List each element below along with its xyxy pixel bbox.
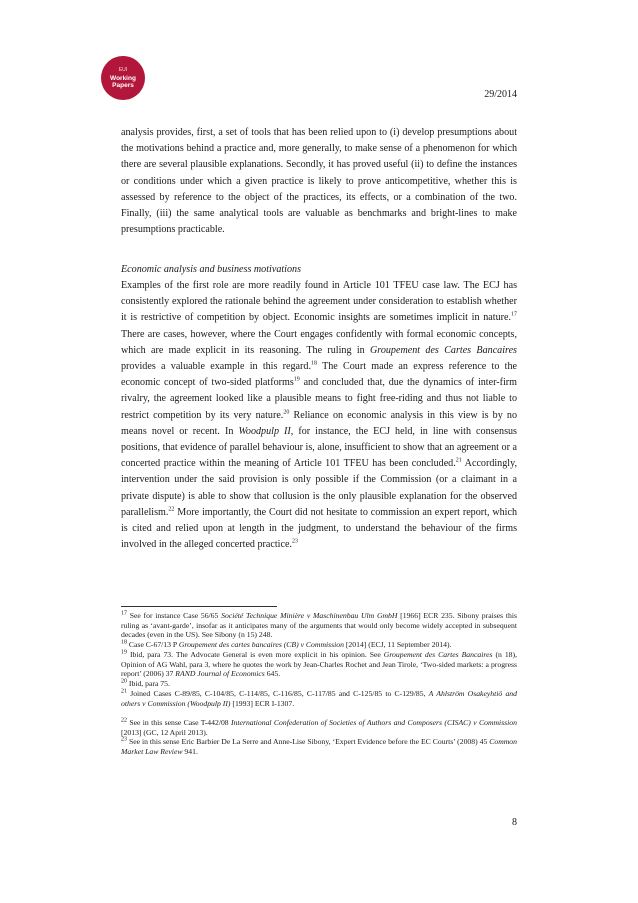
footnote-italic: Groupement des cartes bancaires (CB) v Commission [178,640,344,649]
footnote-text: Joined Cases C-89/85, C-104/85, C-114/85, C-116/85, C-117/85 and C-125/85 to C-129/85, [127,689,429,698]
footnote-text: [2013] (GC, 12 April 2013). [121,727,208,737]
footnote-23 [121,737,517,756]
footnote-ref-17[interactable]: 17 [511,312,517,319]
footnote-text: Ibid, para 75. [127,679,170,688]
working-papers-logo [101,56,145,100]
footnote-italic: RAND Journal of Economics [175,669,265,679]
text-span: Accordingly, intervention under the said provision is only possible if the Commission (or a claimant in a private dispute) is able to show that collusion is the only plausible explanation for the observed parallelism. [121,458,517,518]
footnote-22 [121,718,517,737]
footnote-text: See for instance Case 56/65 [127,611,222,620]
footnote-number: 21 [121,688,127,695]
footnote-text: See in this sense Eric Barbier De La Serre and Anne-Lise Sibony, ‘Expert Evidence before the EC Courts’ (2008) 45 [127,737,490,746]
footnote-text: [1993] ECR I-1307. [230,698,295,708]
footnote-ref-23[interactable]: 23 [291,538,298,545]
logo-line-1: Working [110,75,136,82]
footnote-number: 22 [121,717,127,724]
footnote-ref-20[interactable]: 20 [283,409,290,416]
footnote-text: See in this sense Case T-442/08 [127,718,231,727]
text-span: provides a valuable example in this regard. [121,361,311,373]
footnote-text: (n 18), Opinion of AG Wahl, para 3, where he quotes the work by Jean-Charles Rochet and Jean Tirole, ‘Two-sided markets: a progress report’ (2006) 37 [121,650,517,679]
footnote-17 [121,611,517,640]
text-span: and concluded that, due the dynamics of inter-firm rivalry, the agreement looked like a plausible means to fight free-riding and thus not liable to restrict competition by its very nature. [121,377,517,421]
footnote-text: 941. [182,746,198,756]
footnote-italic: Common Market Law Review [121,737,517,756]
page-number: 8 [512,817,517,828]
text-span: More importantly, the Court did not hesitate to commission an expert report, which is cited and relied upon at length in the judgment, to understand the behaviour of the firms involved in the alleged concerted practice. [121,506,517,551]
text-span: Examples of the first role are more readily found in Article 101 TFEU case law. The ECJ has consistently explored the rationale behind the agreement under consideration to establish whether it is restrictive of competition by object. Economic insights are sometimes implicit in nature. [121,280,517,324]
footnote-19 [121,650,517,679]
section-heading: Economic analysis and business motivations [121,264,301,275]
footnote-number: 23 [121,736,127,743]
footnote-italic: Groupement des Cartes Bancaires [383,650,493,659]
footnote-text: Ibid, para 73. The Advocate General is even more explicit in his opinion. See [127,650,384,659]
text-span: Reliance on economic analysis in this view is by no means novel or recent. In [121,409,517,437]
footnote-number: 19 [121,649,127,656]
text-span: There are cases, however, where the Court engages confidently with formal economic concepts, which are made explicit in its reasoning. The ruling in [121,328,517,356]
footnote-text: Case C-67/13 P [127,640,179,649]
footnote-20 [121,679,517,689]
logo-line-2: Papers [112,82,134,89]
footnote-21 [121,689,517,708]
paragraph-intro [121,125,517,238]
footnote-separator [121,606,277,607]
footnote-ref-22[interactable]: 22 [168,506,175,513]
paragraph-main [121,278,517,553]
footnote-text: 645. [264,669,281,679]
logo-mark: EUI [118,67,128,73]
footnote-italic: A Ahlström Osakeyhtiö and others v Commission (Woodpulp II) [121,689,517,708]
footnote-italic: International Confederation of Societies of Authors and Composers (CISAC) v Commission [231,718,517,727]
footnote-ref-21[interactable]: 21 [455,457,462,464]
series-number: 29/2014 [484,89,517,100]
footnote-number: 17 [121,610,127,617]
footnote-ref-18[interactable]: 18 [310,360,317,367]
footnote-italic: Société Technique Minière v Maschinenbau Ulm GmbH [221,611,398,620]
footnote-ref-19[interactable]: 19 [293,376,300,383]
text-span: , for instance, the ECJ held, in line with consensus positions, that evidence of parallel behaviour is, alone, insufficient to show that an agreement or a concerted practice within the meaning of Article 101 TFEU has been concluded. [121,425,517,470]
footnote-number: 20 [121,678,127,685]
case-name: Woodpulp II [238,425,291,437]
paragraph-intro-text: analysis provides, first, a set of tools that has been relied upon to (i) develop presumptions about the motivations behind a practice and, more generally, to make sense of a phenomenon for which there are several plausible explanations. Secondly, it has proved useful (ii) to define the instances or conditions under which a given practice is likely to prove anticompetitive, whether this is assessed by reference to the object of the practices, its effects, or a combination of the two. Finally, (iii) the same analytical tools are valuable as benchmarks and bright-lines to make presumptions practicable. [121,127,517,236]
footnote-18 [121,640,517,650]
text-span: The Court made an express reference to the economic concept of two-sided platforms [121,361,518,389]
footnote-text: [1966] ECR 235. Sibony praises this ruling as ‘avant-garde’, insofar as it anticipates many of the arguments that would only become widely accepted in subsequent decades (even in the US). See Sibony (n 15) 248. [121,611,517,640]
case-name: Groupement des Cartes Bancaires [370,344,517,356]
footnote-text: [2014] (ECJ, 11 September 2014). [343,640,452,649]
footnote-number: 18 [121,639,127,646]
